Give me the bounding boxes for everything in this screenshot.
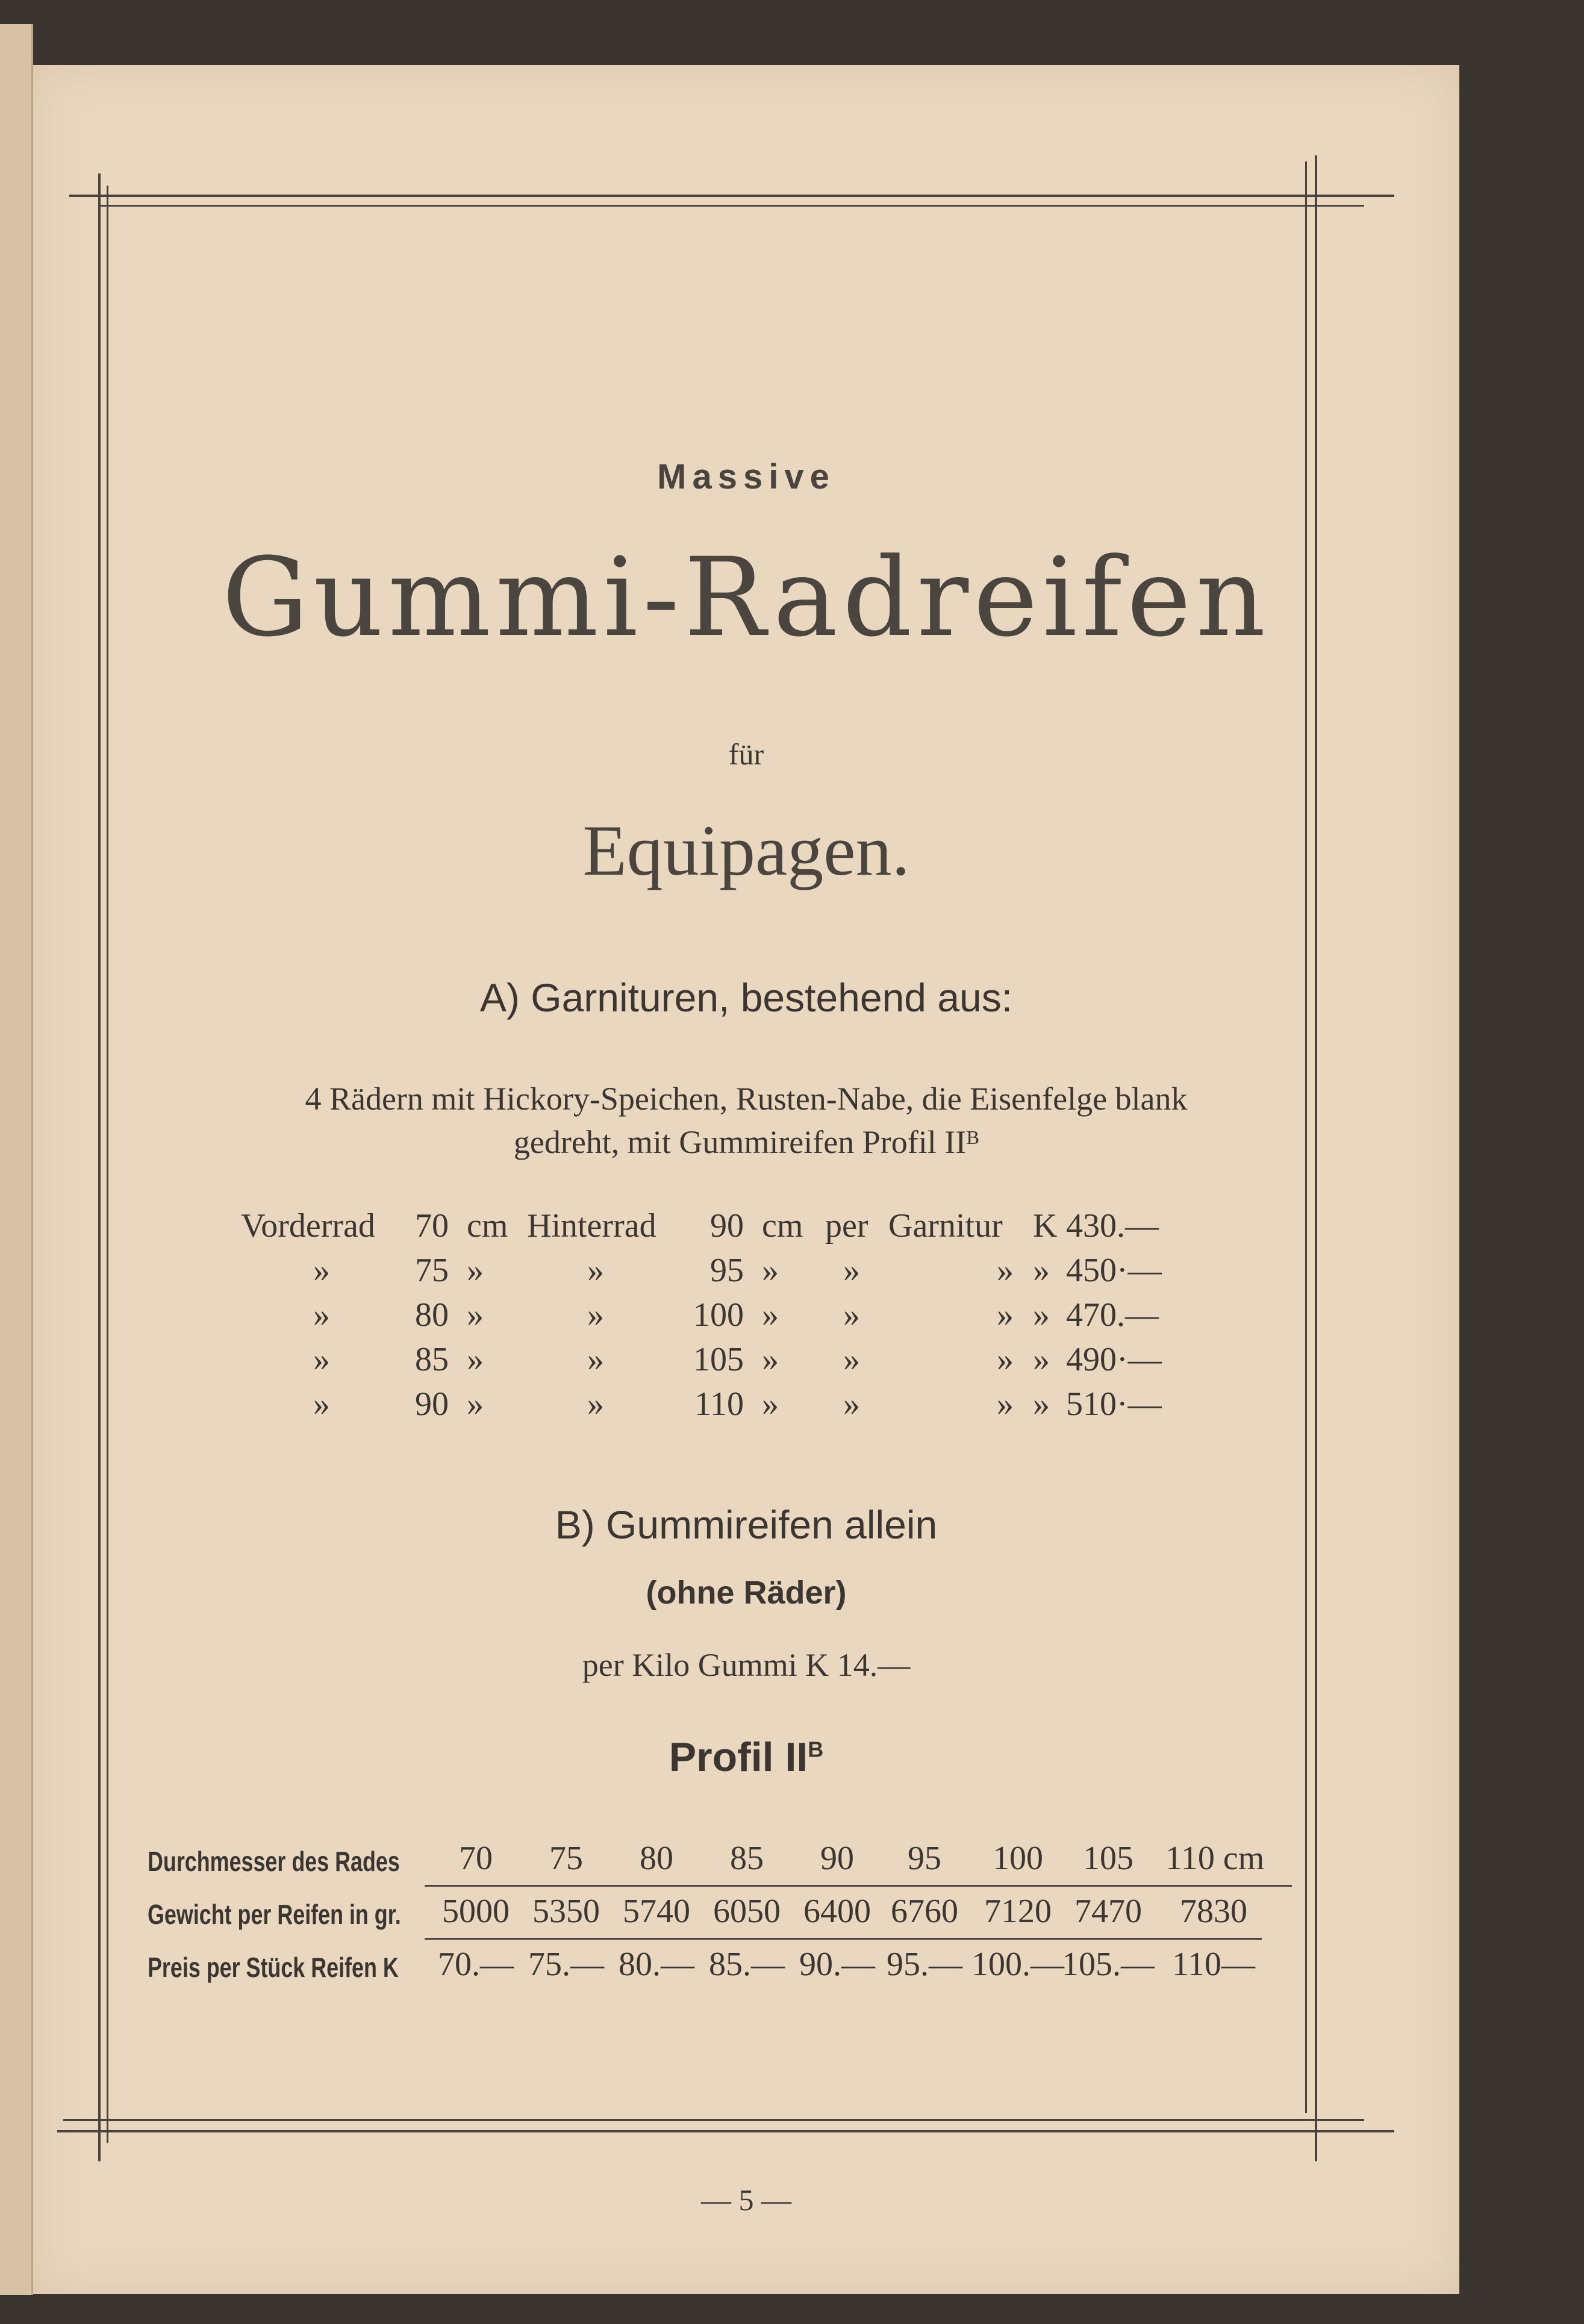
table-cell: 6760 [891, 1893, 958, 1930]
table-cell: 95 [908, 1840, 941, 1877]
price-cell: » [997, 1341, 1014, 1378]
price-cell: 470.— [1066, 1296, 1159, 1334]
price-cell: 430.— [1066, 1207, 1159, 1245]
price-cell: Hinterrad [527, 1207, 656, 1245]
title-connector: für [728, 737, 764, 771]
table-cell: 95.— [887, 1946, 962, 1983]
price-cell: 510·— [1066, 1385, 1162, 1423]
price-cell: » [313, 1296, 330, 1334]
price-cell: » [587, 1252, 604, 1289]
price-row [33, 1207, 1459, 1249]
price-cell: » [587, 1341, 604, 1378]
frame-bottom-outer [57, 2130, 1394, 2132]
price-row [33, 1385, 1459, 1427]
price-cell: » [313, 1385, 330, 1423]
price-cell: » [762, 1296, 779, 1334]
table-cell: 90 [820, 1840, 854, 1877]
table-cell: 110— [1172, 1946, 1255, 1983]
section-a-description-line2: gedreht, mit Gummireifen Profil IIᴮ [513, 1124, 979, 1160]
table-cell: 80 [640, 1840, 673, 1877]
price-cell: 90 [415, 1385, 449, 1423]
table-row-divider [425, 1938, 1262, 1940]
price-cell: » [313, 1252, 330, 1289]
document-page [33, 65, 1459, 2294]
price-cell: 490·— [1066, 1341, 1162, 1378]
table-cell: 75 [549, 1840, 583, 1877]
price-cell: 85 [415, 1341, 449, 1378]
price-cell: » [997, 1385, 1014, 1423]
price-cell: K [1033, 1207, 1058, 1245]
table-row-divider [425, 1885, 1292, 1887]
section-b-title: B) Gummireifen allein [555, 1502, 938, 1547]
table-cell: 7470 [1074, 1893, 1142, 1930]
price-cell: » [1033, 1341, 1050, 1378]
page-title: Gummi-Radreifen [222, 535, 1271, 661]
price-cell: » [843, 1385, 860, 1423]
table-cell: 110 cm [1165, 1840, 1265, 1877]
price-cell: 110 [694, 1385, 744, 1423]
price-row [33, 1251, 1459, 1293]
table-cell: 70 [459, 1840, 493, 1877]
profil-heading [33, 1734, 1459, 1781]
table-row [33, 1945, 1459, 1993]
table-cell: 85 [730, 1840, 764, 1877]
price-cell: » [762, 1341, 779, 1378]
table-cell: 85.— [709, 1946, 785, 1983]
price-cell: » [587, 1296, 604, 1334]
price-cell: 70 [415, 1207, 449, 1245]
price-cell: 80 [415, 1296, 449, 1334]
table-cell: 5740 [623, 1893, 690, 1930]
table-row-label: Durchmesser des Rades [148, 1846, 400, 1877]
price-cell: » [997, 1252, 1014, 1289]
table-cell: 7830 [1180, 1893, 1247, 1930]
price-cell: cm [762, 1207, 803, 1245]
table-cell: 100 [993, 1840, 1043, 1877]
table-row [33, 1839, 1459, 1887]
section-a-description-line1: 4 Rädern mit Hickory-Speichen, Rusten-Nabe, die Eisenfelge blank [305, 1081, 1188, 1117]
table-cell: 90.— [799, 1946, 875, 1983]
section-a-title: A) Garnituren, bestehend aus: [479, 975, 1013, 1020]
table-cell: 5350 [532, 1893, 600, 1930]
frame-bottom-inner [63, 2119, 1364, 2121]
table-row-label: Preis per Stück Reifen K [148, 1952, 399, 1983]
table-cell: 70.— [438, 1946, 514, 1983]
price-cell: » [843, 1252, 860, 1289]
price-per-kilo: per Kilo Gummi K 14.— [582, 1647, 911, 1683]
price-cell: » [843, 1341, 860, 1378]
price-cell: » [1033, 1252, 1050, 1289]
page-subtitle: Equipagen. [582, 810, 910, 890]
table-cell: 7120 [984, 1893, 1052, 1930]
price-row [33, 1296, 1459, 1338]
page-number: — 5 — [701, 2183, 791, 2217]
price-cell: per [825, 1207, 868, 1245]
price-cell: » [467, 1341, 484, 1378]
table-cell: 105 [1083, 1840, 1133, 1877]
price-cell: 90 [710, 1207, 744, 1245]
price-cell: cm [467, 1207, 508, 1245]
price-cell: 100 [693, 1296, 744, 1334]
previous-page-edge [0, 24, 33, 2295]
price-cell: » [762, 1252, 779, 1289]
price-cell: » [843, 1296, 860, 1334]
price-cell: » [467, 1296, 484, 1334]
table-cell: 6400 [803, 1893, 871, 1930]
table-row [33, 1892, 1459, 1940]
table-cell: 105.— [1062, 1946, 1155, 1983]
table-cell: 6050 [713, 1893, 781, 1930]
overline-text: Massive [657, 457, 835, 496]
price-cell: 450·— [1066, 1252, 1162, 1289]
section-b-subtitle: (ohne Räder) [646, 1575, 847, 1611]
price-cell: 105 [693, 1341, 744, 1378]
table-cell: 5000 [442, 1893, 510, 1930]
table-cell: 75.— [528, 1946, 604, 1983]
price-cell: 75 [415, 1252, 449, 1289]
table-cell: 80.— [619, 1946, 694, 1983]
profil-label: Profil II [669, 1734, 808, 1780]
price-cell: 95 [710, 1252, 744, 1289]
frame-top-inner [99, 205, 1364, 207]
price-cell: » [313, 1341, 330, 1378]
price-cell: Vorderrad [241, 1207, 375, 1245]
frame-top-outer [69, 195, 1394, 197]
profil-superscript: B [808, 1737, 824, 1762]
table-row-label: Gewicht per Reifen in gr. [148, 1899, 401, 1930]
price-cell: » [762, 1385, 779, 1423]
price-row [33, 1340, 1459, 1382]
price-cell: » [997, 1296, 1014, 1334]
price-cell: » [587, 1385, 604, 1423]
price-cell: » [1033, 1385, 1050, 1423]
price-cell: » [467, 1385, 484, 1423]
price-cell: » [1033, 1296, 1050, 1334]
price-cell: Garnitur [888, 1207, 1003, 1245]
table-cell: 100.— [971, 1946, 1064, 1983]
price-cell: » [467, 1252, 484, 1289]
